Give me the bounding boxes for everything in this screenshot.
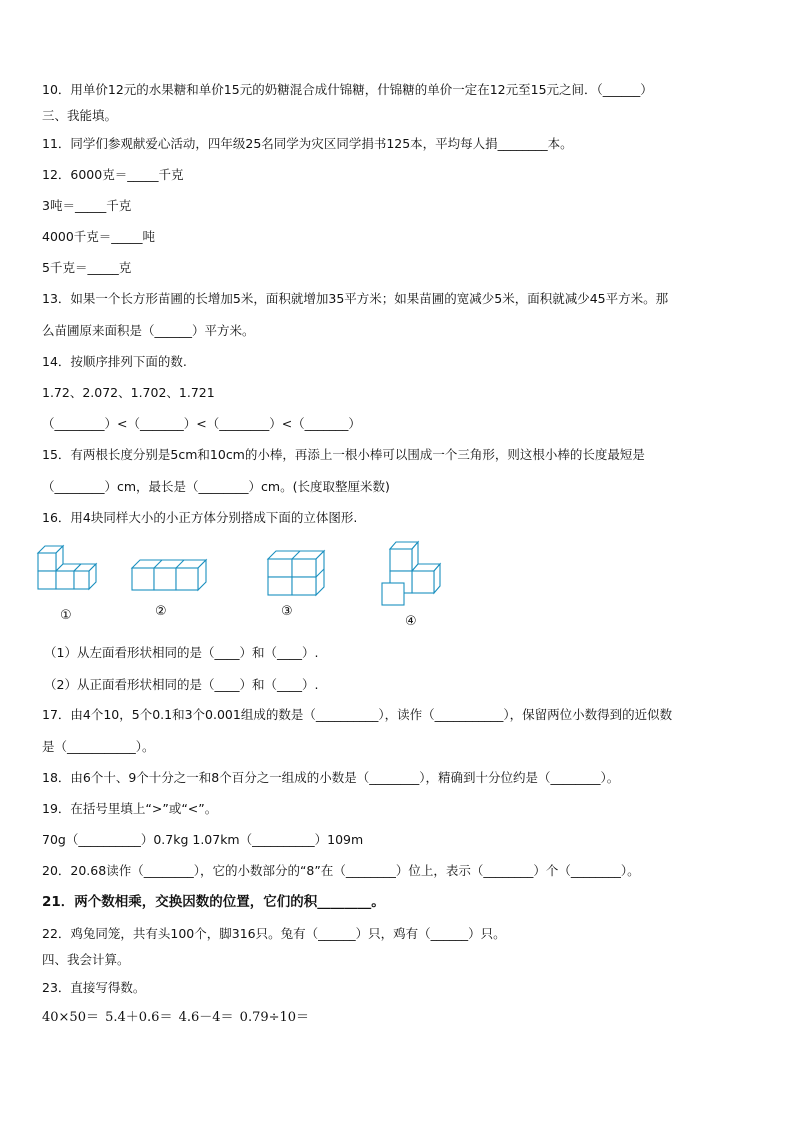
question-21: 21．两个数相乘，交换因数的位置，它们的积________。: [42, 894, 385, 910]
question-15-line-2: （________）cm，最长是（________）cm。(长度取整厘米数): [42, 479, 390, 494]
figure-4-cubes: [380, 539, 444, 609]
question-12-c: 4000千克＝_____吨: [42, 229, 156, 244]
question-16-part-2: （2）从正面看形状相同的是（____）和（____）.: [44, 677, 319, 692]
figure-3-cubes: [266, 549, 328, 599]
question-23: 23．直接写得数。: [42, 980, 146, 995]
figure-2-cubes: [130, 558, 212, 598]
question-23-items: 40×50＝ 5.4＋0.6＝ 4.6－4＝ 0.79÷10＝: [42, 1010, 310, 1025]
question-10: 10．用单价12元的水果糖和单价15元的奶糖混合成什锦糖，什锦糖的单价一定在12元至15元之间．（______）: [42, 82, 653, 97]
question-13-line-1: 13．如果一个长方形苗圃的长增加5米，面积就增加35平方米；如果苗圃的宽减少5米，面积就减少45平方米。那: [42, 291, 669, 306]
question-15-line-1: 15．有两根长度分别是5cm和10cm的小棒，再添上一根小棒可以围成一个三角形，则这根小棒的长度最短是: [42, 447, 645, 462]
figure-3-label: ③: [281, 604, 293, 619]
question-12-d: 5千克＝_____克: [42, 260, 132, 275]
question-22: 22．鸡兔同笼，共有头100个，脚316只。兔有（______）只，鸡有（______）只。: [42, 926, 506, 941]
question-20: 20．20.68读作（________），它的小数部分的“8”在（________）位上，表示（________）个（________）。: [42, 863, 640, 878]
question-12-a: 12．6000克＝_____千克: [42, 167, 184, 182]
question-14-numbers: 1.72、2.072、1.702、1.721: [42, 385, 215, 400]
question-18: 18．由6个十、9个十分之一和8个百分之一组成的小数是（________），精确到十分位约是（________）。: [42, 770, 620, 785]
question-19-items: 70g（__________）0.7kg 1.07km（__________）109m: [42, 832, 364, 847]
section-heading-fill: 三、我能填。: [42, 108, 118, 123]
figure-2-label: ②: [155, 604, 167, 619]
question-17-line-1: 17．由4个10，5个0.1和3个0.001组成的数是（__________），读作（___________），保留两位小数得到的近似数: [42, 707, 673, 722]
question-19: 19．在括号里填上“>”或“<”。: [42, 801, 218, 816]
figure-4-label: ④: [405, 614, 417, 629]
figure-1-cubes: [34, 543, 100, 605]
section-heading-calc: 四、我会计算。: [42, 952, 130, 967]
question-17-line-2: 是（___________）。: [42, 739, 155, 754]
figure-1-label: ①: [60, 608, 72, 623]
question-14-order: （________）<（_______）<（________）<（_______）: [42, 416, 361, 431]
question-14: 14．按顺序排列下面的数.: [42, 354, 187, 369]
question-11: 11．同学们参观献爱心活动，四年级25名同学为灾区同学捐书125本，平均每人捐________本。: [42, 136, 573, 151]
question-16-part-1: （1）从左面看形状相同的是（____）和（____）.: [44, 645, 319, 660]
question-12-b: 3吨＝_____千克: [42, 198, 132, 213]
question-13-line-2: 么苗圃原来面积是（______）平方米。: [42, 323, 255, 338]
question-16: 16．用4块同样大小的小正方体分别搭成下面的立体图形.: [42, 510, 358, 525]
